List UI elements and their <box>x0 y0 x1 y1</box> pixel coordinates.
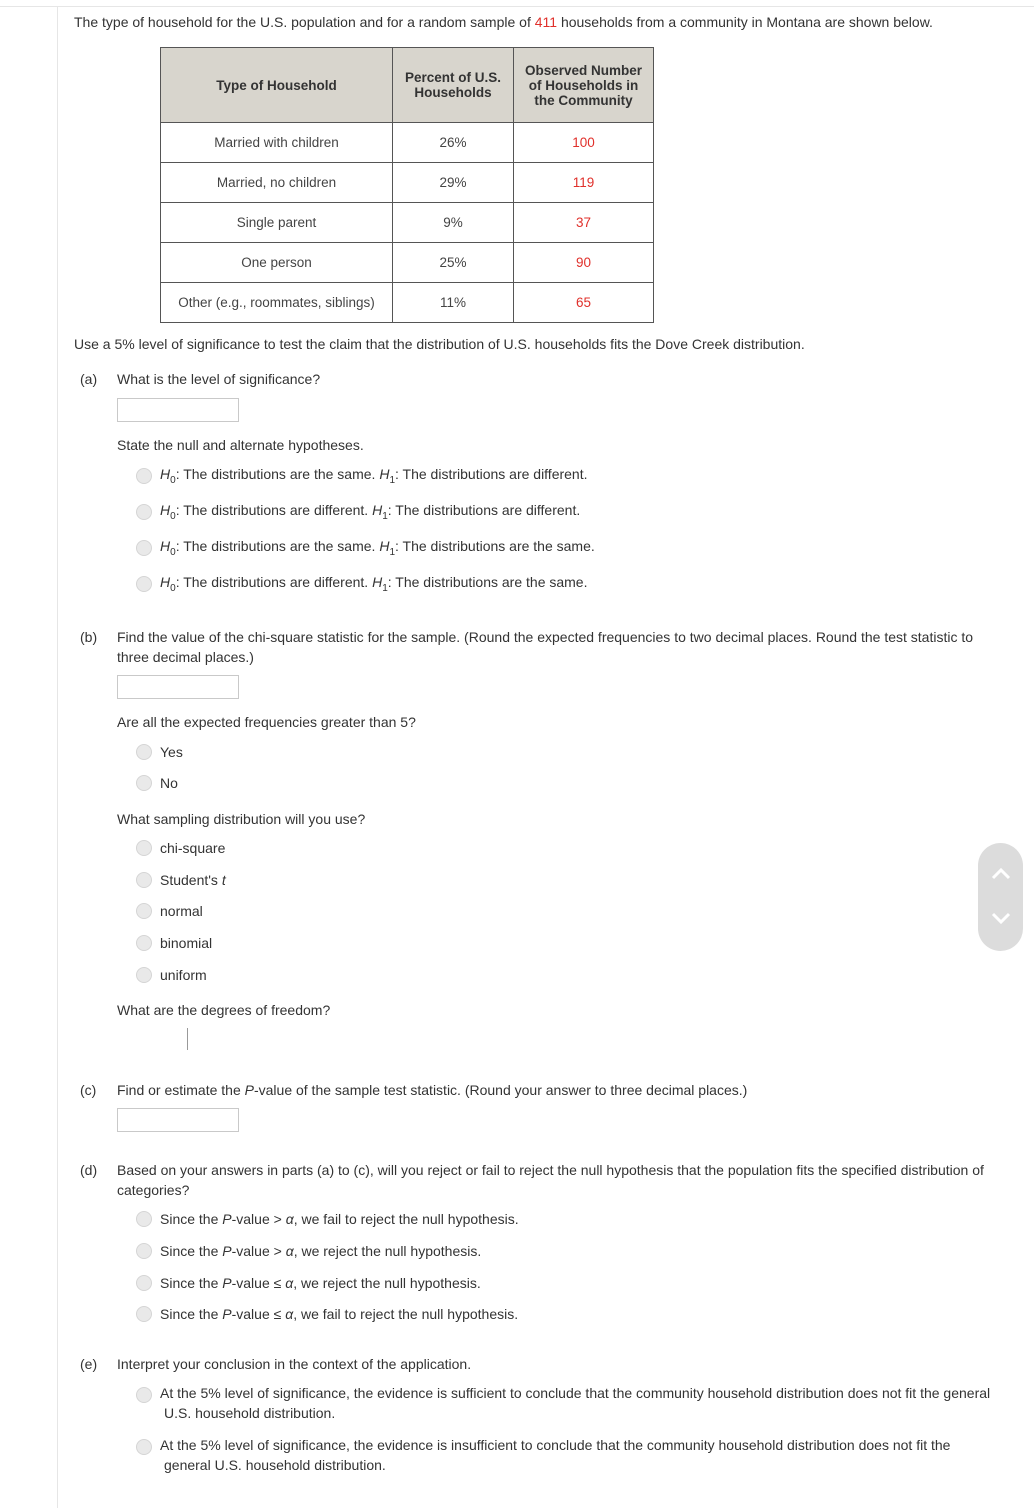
part-e-label: (e) <box>80 1356 98 1372</box>
sample-size: 411 <box>534 14 558 30</box>
decision-option-2[interactable]: Since the P-value > α, we reject the null hypothesis. <box>136 1243 481 1259</box>
table-row: Other (e.g., roommates, siblings) 11% 65 <box>161 283 654 323</box>
part-c-question: Find or estimate the P-value of the sample test statistic. (Round your answer to three decimal places.) <box>117 1082 748 1098</box>
part-b-question-line1: Find the value of the chi-square statistic for the sample. (Round the expected frequencies to two decimal places. Round the test statistic to <box>117 629 974 645</box>
interpret-option-1[interactable]: At the 5% level of significance, the evidence is sufficient to conclude that the community household distribution does not fit the general U.S. household distribution. <box>136 1385 990 1421</box>
instruction-text: Use a 5% level of significance to test the claim that the distribution of U.S. households fits the Dove Creek distribution. <box>74 336 805 352</box>
intro-text: The type of household for the U.S. population and for a random sample of 411 households from a community in Montana are shown below. <box>74 14 933 30</box>
radio-button[interactable] <box>136 1275 152 1291</box>
sampling-prompt: What sampling distribution will you use? <box>117 811 366 827</box>
part-c-label: (c) <box>80 1082 97 1098</box>
radio-button[interactable] <box>136 935 152 951</box>
sampling-option-binomial[interactable]: binomial <box>136 935 212 951</box>
table-row: Married with children 26% 100 <box>161 123 654 163</box>
sampling-option-normal[interactable]: normal <box>136 903 203 919</box>
radio-button[interactable] <box>136 1439 152 1455</box>
radio-button[interactable] <box>136 1211 152 1227</box>
chevron-down-icon[interactable] <box>989 906 1013 932</box>
part-d-label: (d) <box>80 1162 98 1178</box>
part-d-question-line2: categories? <box>117 1182 190 1198</box>
expected-prompt: Are all the expected frequencies greater than 5? <box>117 714 416 730</box>
part-e-question: Interpret your conclusion in the context of the application. <box>117 1356 472 1372</box>
decision-option-3[interactable]: Since the P-value ≤ α, we reject the null hypothesis. <box>136 1275 481 1291</box>
decision-option-4[interactable]: Since the P-value ≤ α, we fail to reject the null hypothesis. <box>136 1306 518 1322</box>
hypothesis-option-3[interactable]: $H_0$: The distributions are the same. $H_1$: The distributions are the same. <box>136 538 595 558</box>
sampling-option-uniform[interactable]: uniform <box>136 967 207 983</box>
hypothesis-option-2[interactable]: $H_0$: The distributions are different. $H_1$: The distributions are different. <box>136 502 580 522</box>
hypothesis-option-1[interactable]: $H_0$: The distributions are the same. $H_1$: The distributions are different. <box>136 466 588 486</box>
part-a-question: What is the level of significance? <box>117 371 321 387</box>
radio-button[interactable] <box>136 504 152 520</box>
table-row: Married, no children 29% 119 <box>161 163 654 203</box>
radio-button[interactable] <box>136 775 152 791</box>
left-rule <box>57 6 58 1508</box>
household-table <box>160 47 654 323</box>
radio-button[interactable] <box>136 840 152 856</box>
table-header-row <box>161 48 654 123</box>
df-input-cursor[interactable] <box>187 1028 188 1050</box>
radio-button[interactable] <box>136 744 152 760</box>
table-row: Single parent 9% 37 <box>161 203 654 243</box>
df-prompt: What are the degrees of freedom? <box>117 1002 331 1018</box>
sampling-option-chi-square[interactable]: chi-square <box>136 840 225 856</box>
scroll-nav-pill[interactable] <box>978 843 1023 951</box>
part-a-label: (a) <box>80 371 98 387</box>
part-b-question-line2: three decimal places.) <box>117 649 254 665</box>
significance-input[interactable] <box>117 398 239 422</box>
top-border <box>0 0 1034 7</box>
radio-button[interactable] <box>136 1306 152 1322</box>
sampling-option-student-t[interactable]: Student's t <box>136 872 226 888</box>
chevron-up-icon[interactable] <box>989 862 1013 888</box>
decision-option-1[interactable]: Since the P-value > α, we fail to reject the null hypothesis. <box>136 1211 519 1227</box>
p-value-input[interactable] <box>117 1108 239 1132</box>
expected-option-yes[interactable]: Yes <box>136 744 183 760</box>
radio-button[interactable] <box>136 540 152 556</box>
part-d-question-line1: Based on your answers in parts (a) to (c), will you reject or fail to reject the null hypothesis that the population fits the specified distribution of <box>117 1162 984 1178</box>
table-row: One person 25% 90 <box>161 243 654 283</box>
hypotheses-prompt: State the null and alternate hypotheses. <box>117 437 364 453</box>
radio-button[interactable] <box>136 468 152 484</box>
chi-square-input[interactable] <box>117 675 239 699</box>
hypothesis-option-4[interactable]: $H_0$: The distributions are different. $H_1$: The distributions are the same. <box>136 574 588 594</box>
col-header-observed: Observed Number of Households in the Community <box>514 48 654 123</box>
radio-button[interactable] <box>136 903 152 919</box>
interpret-option-2[interactable]: At the 5% level of significance, the evidence is insufficient to conclude that the community household distribution does not fit the general U.S. household distribution. <box>136 1437 950 1473</box>
radio-button[interactable] <box>136 1387 152 1403</box>
col-header-percent: Percent of U.S. Households <box>393 48 514 123</box>
col-header-type: Type of Household <box>161 48 393 123</box>
radio-button[interactable] <box>136 872 152 888</box>
part-b-label: (b) <box>80 629 98 645</box>
radio-button[interactable] <box>136 576 152 592</box>
radio-button[interactable] <box>136 967 152 983</box>
radio-button[interactable] <box>136 1243 152 1259</box>
expected-option-no[interactable]: No <box>136 775 178 791</box>
